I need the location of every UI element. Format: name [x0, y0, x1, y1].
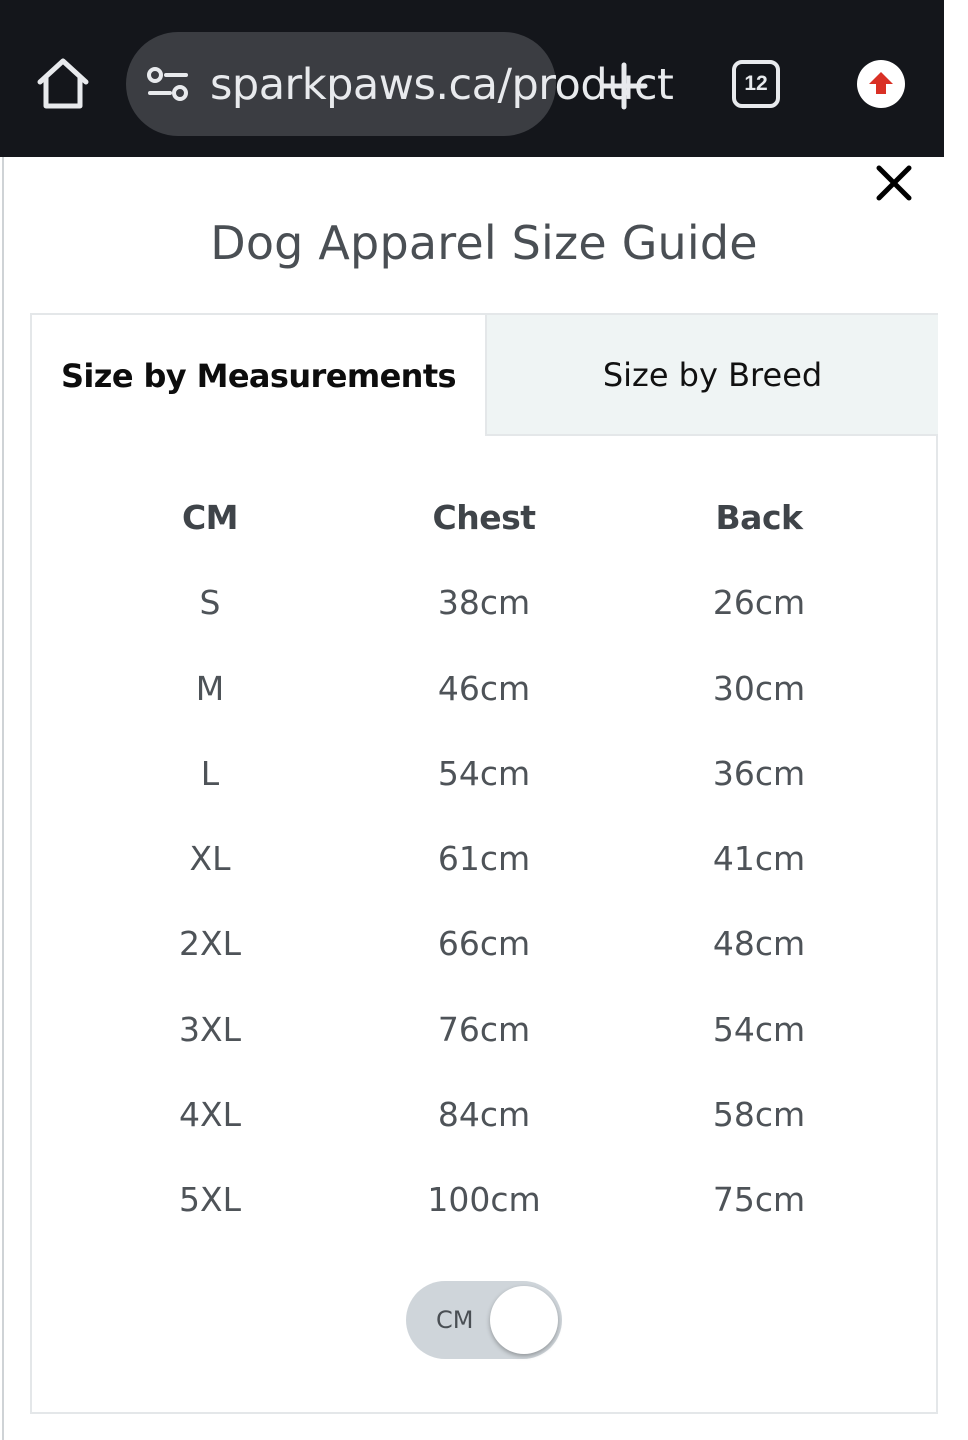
size-cell: 5XL — [179, 1180, 241, 1220]
size-cell: M — [195, 668, 225, 708]
chest-cell: 84cm — [437, 1095, 531, 1135]
back-cell: 75cm — [712, 1180, 806, 1220]
column-header-size: CM — [181, 498, 239, 537]
size-cell: L — [200, 753, 220, 793]
table-row — [72, 901, 896, 986]
chest-cell: 76cm — [437, 1009, 531, 1049]
back-cell: 48cm — [712, 924, 806, 964]
chest-cell: 100cm — [427, 1180, 541, 1220]
size-cell: XL — [189, 839, 231, 879]
chest-cell: 46cm — [437, 668, 531, 708]
address-bar[interactable] — [126, 32, 674, 136]
tab-size-by-breed[interactable]: Size by Breed — [485, 315, 938, 436]
back-cell: 26cm — [712, 583, 806, 623]
url-text[interactable]: sparkpaws.ca/product — [210, 60, 674, 110]
home-button[interactable] — [34, 56, 92, 112]
chest-cell: 54cm — [437, 753, 531, 793]
browser-toolbar — [0, 0, 944, 157]
table-row — [72, 646, 896, 731]
back-cell: 30cm — [712, 668, 806, 708]
site-settings-icon — [146, 65, 190, 105]
unit-toggle[interactable] — [406, 1281, 562, 1359]
table-row — [72, 560, 896, 645]
arrow-up-icon — [867, 70, 895, 98]
plus-icon — [598, 60, 650, 112]
chest-cell: 38cm — [437, 583, 531, 623]
table-row — [72, 1072, 896, 1157]
update-button[interactable] — [857, 60, 905, 108]
home-icon — [34, 56, 92, 112]
tab-switcher-button[interactable]: 12 — [732, 60, 780, 108]
size-cell: 3XL — [179, 1009, 241, 1049]
site-info-button[interactable] — [146, 65, 190, 105]
table-row — [72, 987, 896, 1072]
back-cell: 58cm — [712, 1095, 806, 1135]
size-guide-panel — [30, 313, 938, 1414]
tab-size-by-measurements[interactable]: Size by Measurements — [32, 315, 485, 436]
column-header-back: Back — [715, 498, 803, 537]
size-cell: 2XL — [179, 924, 241, 964]
close-button[interactable] — [874, 163, 914, 203]
modal-title: Dog Apparel Size Guide — [210, 216, 758, 270]
table-header-row — [72, 475, 896, 560]
table-row — [72, 1157, 896, 1242]
unit-toggle-label: CM — [436, 1306, 474, 1334]
size-cell: S — [199, 583, 221, 623]
close-icon — [874, 163, 914, 203]
table-row — [72, 731, 896, 816]
back-cell: 41cm — [712, 839, 806, 879]
size-cell: 4XL — [179, 1095, 241, 1135]
chest-cell: 66cm — [437, 924, 531, 964]
toggle-knob[interactable] — [490, 1286, 558, 1354]
column-header-chest: Chest — [432, 498, 536, 537]
back-cell: 36cm — [712, 753, 806, 793]
back-cell: 54cm — [712, 1009, 806, 1049]
size-table — [72, 475, 896, 1243]
table-row — [72, 816, 896, 901]
chest-cell: 61cm — [437, 839, 531, 879]
new-tab-button[interactable] — [598, 60, 650, 112]
